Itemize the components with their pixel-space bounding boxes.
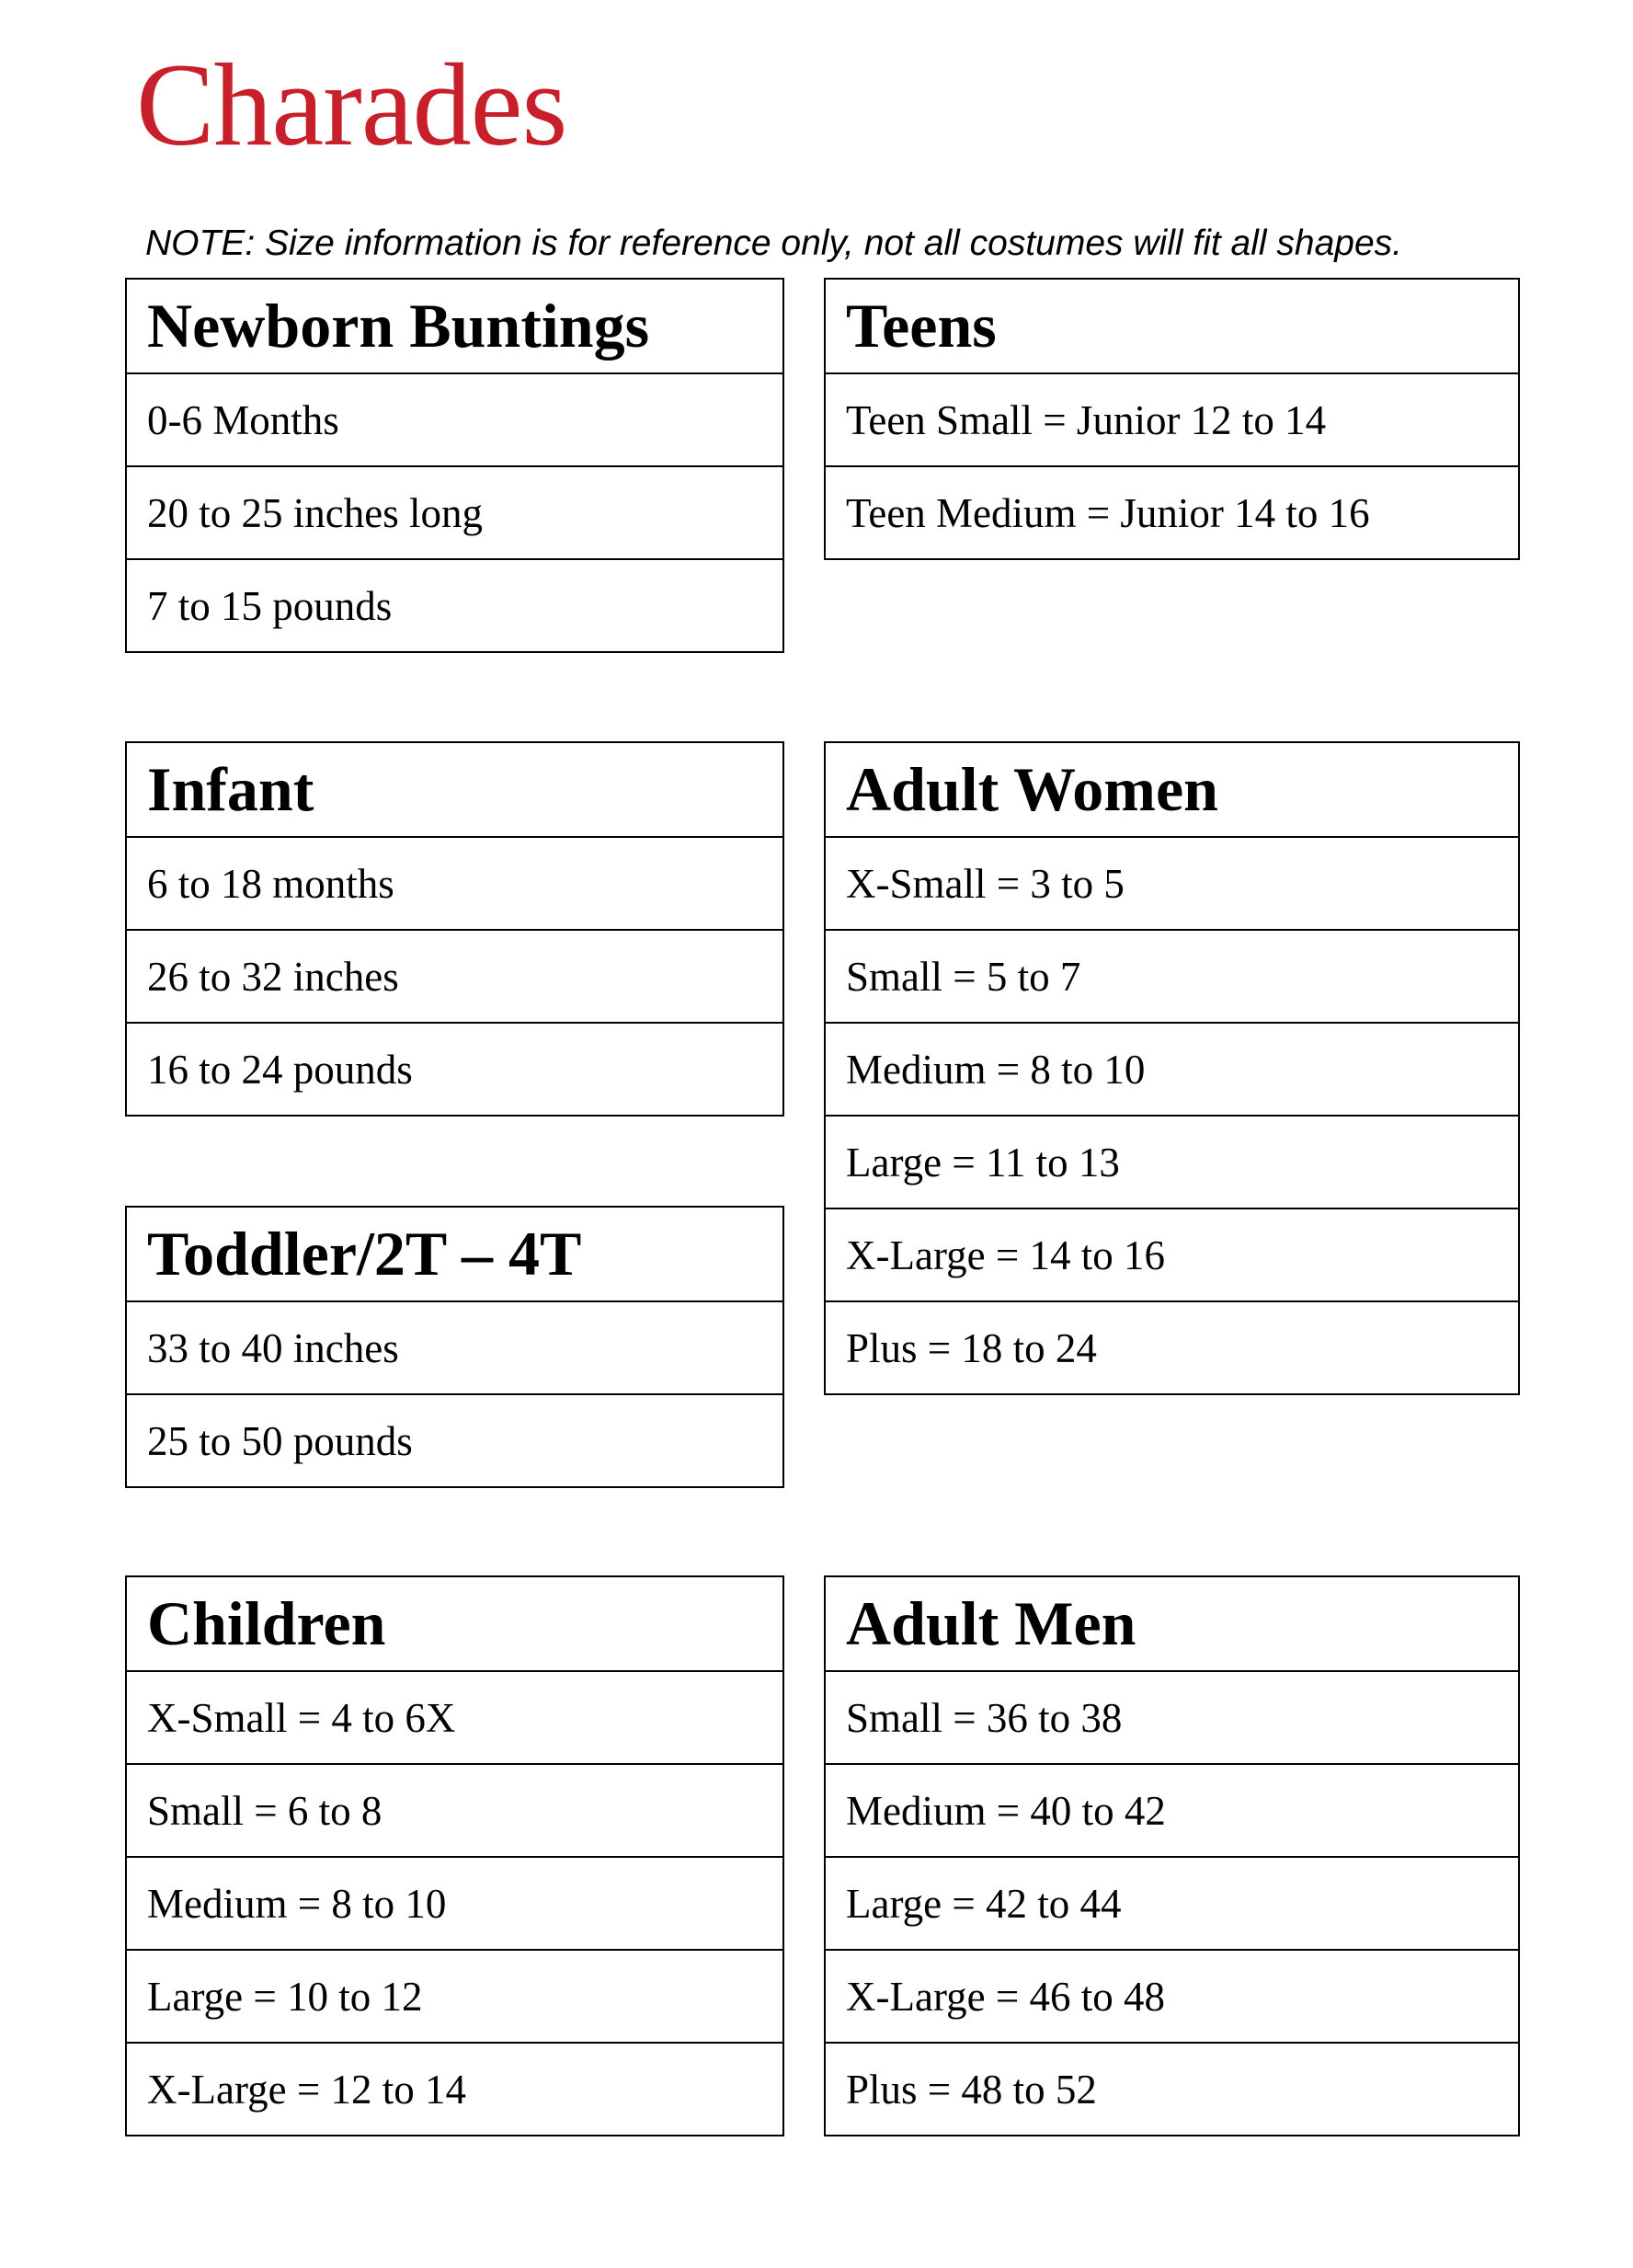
table-row: 7 to 15 pounds [127,558,782,651]
table-row: X-Large = 14 to 16 [826,1208,1518,1300]
table-header: Adult Women [846,754,1218,824]
table-row: X-Small = 3 to 5 [826,836,1518,929]
children-table [125,1575,784,2136]
table-row: 6 to 18 months [127,836,782,929]
table-row: 0-6 Months [127,372,782,465]
table-header: Teens [846,291,997,361]
table-row: Small = 36 to 38 [826,1670,1518,1763]
table-header: Infant [147,754,314,824]
table-row: 26 to 32 inches [127,929,782,1022]
teens-table [824,278,1520,560]
adult-women-table [824,741,1520,1395]
table-row: 25 to 50 pounds [127,1393,782,1486]
table-row: Medium = 8 to 10 [127,1856,782,1949]
table-row: Large = 11 to 13 [826,1115,1518,1208]
table-row: Plus = 48 to 52 [826,2042,1518,2135]
table-row: Large = 42 to 44 [826,1856,1518,1949]
adult-men-table [824,1575,1520,2136]
table-row: Medium = 8 to 10 [826,1022,1518,1115]
table-header: Toddler/2T – 4T [147,1219,582,1289]
table-row: Plus = 18 to 24 [826,1300,1518,1393]
newborn-buntings-table [125,278,784,653]
brand-title: Charades [136,40,567,170]
table-row: Small = 5 to 7 [826,929,1518,1022]
toddler-table [125,1206,784,1488]
size-note: NOTE: Size information is for reference only, not all costumes will fit all shapes. [145,223,1402,263]
table-header: Adult Men [846,1588,1136,1658]
table-row: Large = 10 to 12 [127,1949,782,2042]
infant-table [125,741,784,1117]
table-row: 16 to 24 pounds [127,1022,782,1115]
table-header: Newborn Buntings [147,291,650,361]
table-row: Teen Small = Junior 12 to 14 [826,372,1518,465]
table-row: Medium = 40 to 42 [826,1763,1518,1856]
table-row: X-Large = 46 to 48 [826,1949,1518,2042]
table-row: X-Large = 12 to 14 [127,2042,782,2135]
table-row: 33 to 40 inches [127,1300,782,1393]
table-row: X-Small = 4 to 6X [127,1670,782,1763]
table-header: Children [147,1588,386,1658]
table-row: Small = 6 to 8 [127,1763,782,1856]
table-row: Teen Medium = Junior 14 to 16 [826,465,1518,558]
table-row: 20 to 25 inches long [127,465,782,558]
